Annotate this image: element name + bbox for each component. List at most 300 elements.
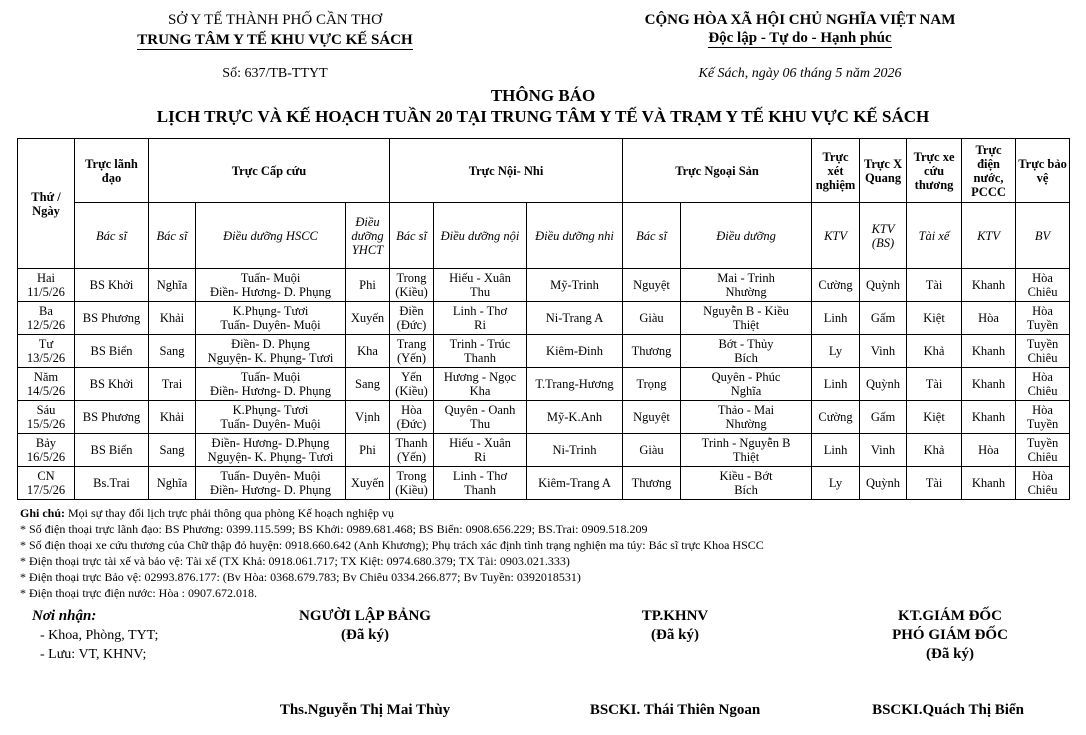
cell-su-doctor-line: Giàu bbox=[639, 311, 664, 325]
sub-header: Tài xế bbox=[907, 203, 962, 269]
note-text: Mọi sự thay đổi lịch trực phải thông qua phòng Kế hoạch nghiệp vụ bbox=[65, 506, 394, 520]
cell-em-nurse bbox=[196, 335, 346, 368]
cell-xray-line: Gấm bbox=[870, 410, 896, 424]
sub-header: BV bbox=[1016, 203, 1070, 269]
schedule-row bbox=[18, 335, 1070, 368]
cell-su-doctor-line: Trọng bbox=[636, 377, 667, 391]
cell-nurse-noi bbox=[434, 467, 527, 500]
cell-em-doctor bbox=[149, 401, 196, 434]
cell-em-nurse-line: Điền- Hương- D. Phụng bbox=[209, 483, 331, 497]
cell-security-line: Hòa bbox=[1032, 370, 1053, 384]
signer-name-director: BSCKI.Quách Thị Biển bbox=[872, 702, 1024, 718]
cell-in-doctor bbox=[390, 302, 434, 335]
cell-em-doctor bbox=[149, 269, 196, 302]
cell-day-line: 14/5/26 bbox=[26, 384, 66, 398]
cell-yhct bbox=[346, 401, 390, 434]
note-line: * Điện thoại trực điện nước: Hòa : 0907.672.018. bbox=[20, 586, 257, 600]
cell-day-line: CN bbox=[37, 469, 55, 483]
cell-em-nurse-line: Tuấn- Muội bbox=[240, 370, 301, 384]
cell-xray bbox=[860, 269, 907, 302]
cell-leader bbox=[75, 302, 149, 335]
cell-security bbox=[1016, 401, 1070, 434]
cell-su-doctor bbox=[623, 434, 681, 467]
cell-driver-line: Tài bbox=[925, 377, 943, 391]
cell-nurse-noi-line: Linh - Thơ bbox=[452, 469, 508, 483]
cell-security bbox=[1016, 368, 1070, 401]
cell-em-doctor-line: Sang bbox=[159, 344, 185, 358]
signer-title: KT.GIÁM ĐỐC bbox=[898, 608, 1002, 624]
document-number: Số: 637/TB-TTYT bbox=[222, 66, 328, 81]
col-header-lab: Trực xét nghiệm bbox=[812, 139, 860, 203]
cell-em-nurse-line: Tuấn- Duyên- Muội bbox=[220, 318, 321, 332]
cell-nurse-noi-line: Kha bbox=[469, 384, 491, 398]
cell-yhct-line: Xuyến bbox=[350, 311, 385, 325]
signature-block-khnv bbox=[560, 607, 790, 645]
signed-mark: (Đã ký) bbox=[341, 627, 389, 643]
cell-security-line: Hòa bbox=[1032, 403, 1053, 417]
cell-su-nurse bbox=[681, 401, 812, 434]
cell-security-line: Chiêu bbox=[1027, 450, 1058, 464]
col-header-leader: Trực lãnh đạo bbox=[75, 139, 149, 203]
cell-su-doctor bbox=[623, 302, 681, 335]
cell-nurse-noi-line: Thanh bbox=[464, 351, 496, 365]
signer-name-preparer: Ths.Nguyễn Thị Mai Thùy bbox=[279, 702, 451, 718]
cell-leader-line: BS Biển bbox=[90, 443, 133, 457]
document-title: THÔNG BÁO bbox=[490, 86, 596, 105]
note-line: * Số điện thoại xe cứu thương của Chữ thập đỏ huyện: 0918.660.642 (Anh Khương); Phụ trách xác định tình trạng nghiện ma túy: Bác sĩ trực Khoa HSCC bbox=[20, 538, 764, 552]
cell-su-nurse-line: Kiều - Bớt bbox=[719, 469, 773, 483]
cell-su-nurse-line: Thiệt bbox=[732, 450, 760, 464]
cell-utility-line: Khanh bbox=[971, 278, 1006, 292]
cell-nurse-nhi bbox=[527, 467, 623, 500]
cell-su-nurse-line: Mai - Trinh bbox=[717, 271, 775, 285]
cell-yhct bbox=[346, 269, 390, 302]
note-line bbox=[20, 505, 1070, 521]
cell-su-doctor-line: Thương bbox=[631, 476, 672, 490]
cell-yhct-line: Xuyến bbox=[350, 476, 385, 490]
cell-utility bbox=[962, 335, 1016, 368]
cell-nurse-noi-line: Trinh - Trúc bbox=[449, 337, 511, 351]
cell-em-nurse-line: Điền- Hương- D. Phụng bbox=[209, 384, 331, 398]
cell-day bbox=[18, 368, 75, 401]
cell-utility-line: Khanh bbox=[971, 377, 1006, 391]
cell-in-doctor-line: (Kiều) bbox=[395, 384, 428, 398]
cell-em-doctor bbox=[149, 302, 196, 335]
cell-em-nurse-line: Nguyện- K. Phụng- Tươi bbox=[207, 351, 334, 365]
cell-leader-line: Bs.Trai bbox=[93, 476, 130, 490]
cell-em-nurse-line: Điền- D. Phụng bbox=[231, 337, 310, 351]
schedule-row bbox=[18, 434, 1070, 467]
cell-su-nurse bbox=[681, 368, 812, 401]
cell-day-line: Ba bbox=[39, 304, 53, 318]
cell-security-line: Chiêu bbox=[1027, 384, 1058, 398]
cell-in-doctor bbox=[390, 401, 434, 434]
note-line: * Số điện thoại trực lãnh đạo: BS Phương: 0399.115.599; BS Khởi: 0989.681.468; BS Biển: 0908.656.229; BS.Trai: 0909.518.209 bbox=[20, 522, 648, 536]
cell-lab bbox=[812, 335, 860, 368]
cell-su-doctor-line: Thương bbox=[631, 344, 672, 358]
cell-em-nurse bbox=[196, 401, 346, 434]
cell-su-doctor bbox=[623, 368, 681, 401]
cell-lab-line: Ly bbox=[828, 476, 843, 490]
cell-yhct-line: Vịnh bbox=[355, 410, 380, 424]
cell-su-doctor-line: Nguyệt bbox=[633, 278, 670, 292]
cell-em-nurse-line: K.Phụng- Tươi bbox=[232, 403, 309, 417]
schedule-row bbox=[18, 401, 1070, 434]
cell-nurse-nhi bbox=[527, 335, 623, 368]
cell-xray-line: Quỳnh bbox=[866, 377, 901, 391]
cell-nurse-noi bbox=[434, 401, 527, 434]
cell-em-nurse bbox=[196, 368, 346, 401]
cell-day-line: Sáu bbox=[36, 403, 56, 417]
cell-day-line: Tư bbox=[38, 337, 54, 351]
note-line: * Điện thoại trực Bảo vệ: 02993.876.177: (Bv Hòa: 0368.679.783; Bv Chiêu 0334.266.877; Bv Tuyền: 0392018531) bbox=[20, 570, 581, 584]
cell-nurse-nhi-line: Kiêm-Đinh bbox=[546, 344, 603, 358]
cell-utility-line: Khanh bbox=[971, 410, 1006, 424]
cell-xray-line: Quỳnh bbox=[866, 278, 901, 292]
cell-in-doctor bbox=[390, 269, 434, 302]
col-header-xray: Trực X Quang bbox=[860, 139, 907, 203]
cell-in-doctor-line: (Yến) bbox=[396, 351, 427, 365]
cell-security-line: Tuyền bbox=[1026, 318, 1059, 332]
cell-em-nurse-line: K.Phụng- Tươi bbox=[232, 304, 309, 318]
cell-day-line: 16/5/26 bbox=[26, 450, 66, 464]
cell-xray bbox=[860, 335, 907, 368]
cell-nurse-noi-line: Hiếu - Xuân bbox=[449, 271, 511, 285]
cell-utility bbox=[962, 467, 1016, 500]
cell-su-doctor-line: Nguyệt bbox=[633, 410, 670, 424]
cell-day-line: 13/5/26 bbox=[26, 351, 66, 365]
cell-nurse-nhi-line: Mỹ-Trinh bbox=[550, 278, 599, 292]
cell-utility-line: Hòa bbox=[978, 311, 999, 325]
parent-agency: SỞ Y TẾ THÀNH PHỐ CẦN THƠ bbox=[168, 12, 382, 28]
cell-yhct bbox=[346, 302, 390, 335]
cell-xray bbox=[860, 302, 907, 335]
cell-yhct bbox=[346, 434, 390, 467]
signature-block-preparer bbox=[250, 607, 480, 645]
document-date: Kế Sách, ngày 06 tháng 5 năm 2026 bbox=[698, 66, 902, 81]
cell-su-nurse-line: Bích bbox=[734, 351, 758, 365]
cell-leader bbox=[75, 368, 149, 401]
header-sub-row bbox=[18, 203, 1070, 269]
cell-lab bbox=[812, 401, 860, 434]
cell-security-line: Chiêu bbox=[1027, 351, 1058, 365]
cell-utility-line: Khanh bbox=[971, 344, 1006, 358]
cell-nurse-noi bbox=[434, 335, 527, 368]
cell-em-nurse-line: Điền- Hương- D.Phụng bbox=[211, 436, 330, 450]
cell-utility bbox=[962, 302, 1016, 335]
cell-day-line: Năm bbox=[33, 370, 59, 384]
cell-xray bbox=[860, 368, 907, 401]
cell-su-nurse bbox=[681, 335, 812, 368]
cell-nurse-nhi bbox=[527, 434, 623, 467]
cell-utility-line: Khanh bbox=[971, 476, 1006, 490]
cell-nurse-nhi-line: Ni-Trinh bbox=[552, 443, 597, 457]
cell-nurse-noi-line: Quyên - Oanh bbox=[444, 403, 516, 417]
agency-name: TRUNG TÂM Y TẾ KHU VỰC KẾ SÁCH bbox=[137, 32, 413, 48]
cell-lab-line: Linh bbox=[823, 377, 848, 391]
schedule-row bbox=[18, 302, 1070, 335]
cell-nurse-noi bbox=[434, 434, 527, 467]
cell-em-doctor-line: Nghĩa bbox=[156, 278, 188, 292]
cell-day-line: 15/5/26 bbox=[26, 417, 66, 431]
cell-driver bbox=[907, 401, 962, 434]
cell-em-doctor bbox=[149, 467, 196, 500]
cell-in-doctor-line: Trong bbox=[396, 271, 427, 285]
cell-security-line: Hòa bbox=[1032, 469, 1053, 483]
col-header-ambulance: Trực xe cứu thương bbox=[907, 139, 962, 203]
cell-driver-line: Kiệt bbox=[923, 410, 945, 424]
signer-title: TP.KHNV bbox=[641, 608, 709, 624]
cell-lab bbox=[812, 434, 860, 467]
cell-day bbox=[18, 302, 75, 335]
cell-xray bbox=[860, 434, 907, 467]
cell-lab bbox=[812, 269, 860, 302]
sub-header: Điều dưỡng HSCC bbox=[196, 203, 346, 269]
cell-yhct bbox=[346, 335, 390, 368]
cell-lab-line: Ly bbox=[828, 344, 843, 358]
cell-em-doctor bbox=[149, 368, 196, 401]
cell-security-line: Hòa bbox=[1032, 304, 1053, 318]
cell-su-doctor bbox=[623, 401, 681, 434]
col-header-day: Thứ / Ngày bbox=[18, 139, 75, 269]
cell-driver-line: Tài bbox=[925, 476, 943, 490]
cell-nurse-noi bbox=[434, 368, 527, 401]
col-header-emergency: Trực Cấp cứu bbox=[149, 139, 390, 203]
cell-driver-line: Tài bbox=[925, 278, 943, 292]
cell-em-nurse-line: Tuấn- Duyên- Muội bbox=[220, 469, 321, 483]
cell-yhct bbox=[346, 467, 390, 500]
sub-header: Điều dưỡng YHCT bbox=[346, 203, 390, 269]
cell-security-line: Tuyền bbox=[1026, 417, 1059, 431]
cell-leader-line: BS Khởi bbox=[89, 278, 134, 292]
cell-day bbox=[18, 434, 75, 467]
cell-nurse-noi-line: Hiếu - Xuân bbox=[449, 436, 511, 450]
cell-nurse-noi bbox=[434, 269, 527, 302]
cell-xray-line: Quỳnh bbox=[866, 476, 901, 490]
cell-nurse-noi-line: Linh - Thơ bbox=[452, 304, 508, 318]
cell-lab-line: Cường bbox=[818, 278, 853, 292]
cell-driver bbox=[907, 467, 962, 500]
cell-utility-line: Hòa bbox=[978, 443, 999, 457]
cell-leader bbox=[75, 467, 149, 500]
cell-in-doctor-line: (Đức) bbox=[396, 417, 427, 431]
recipient-line: - Khoa, Phòng, TYT; bbox=[40, 628, 159, 643]
cell-em-nurse bbox=[196, 302, 346, 335]
cell-xray-line: Gấm bbox=[870, 311, 896, 325]
cell-security bbox=[1016, 467, 1070, 500]
sub-header: Bác sĩ bbox=[623, 203, 681, 269]
notes-label: Ghi chú: bbox=[20, 506, 66, 520]
cell-su-doctor-line: Giàu bbox=[639, 443, 664, 457]
cell-utility bbox=[962, 368, 1016, 401]
cell-yhct-line: Phi bbox=[359, 278, 376, 292]
sub-header: Bác sĩ bbox=[390, 203, 434, 269]
cell-lab-line: Cường bbox=[818, 410, 853, 424]
cell-in-doctor-line: Thanh bbox=[395, 436, 428, 450]
cell-yhct bbox=[346, 368, 390, 401]
cell-su-nurse-line: Thảo - Mai bbox=[717, 403, 775, 417]
cell-su-doctor bbox=[623, 335, 681, 368]
cell-leader bbox=[75, 401, 149, 434]
cell-em-doctor-line: Khải bbox=[159, 311, 185, 325]
cell-su-nurse-line: Quyên - Phúc bbox=[711, 370, 781, 384]
cell-in-doctor-line: (Yến) bbox=[396, 450, 427, 464]
signer-subtitle: PHÓ GIÁM ĐỐC bbox=[892, 627, 1008, 643]
cell-leader-line: BS Khởi bbox=[89, 377, 134, 391]
note-line: * Điện thoại trực tài xế và bảo vệ: Tài xế (TX Khả: 0918.061.717; TX Kiệt: 0974.680.379; TX Tài: 0903.021.333) bbox=[20, 554, 570, 568]
cell-xray bbox=[860, 401, 907, 434]
cell-em-nurse-line: Điền- Hương- D. Phụng bbox=[209, 285, 331, 299]
cell-nurse-nhi bbox=[527, 368, 623, 401]
schedule-row bbox=[18, 368, 1070, 401]
cell-in-doctor-line: Trong bbox=[396, 469, 427, 483]
cell-su-nurse-line: Trinh - Nguyễn B bbox=[701, 436, 791, 450]
cell-nurse-nhi-line: Ni-Trang A bbox=[545, 311, 604, 325]
col-header-surgery: Trực Ngoại Sản bbox=[623, 139, 812, 203]
sub-header: KTV (BS) bbox=[860, 203, 907, 269]
signer-name-khnv: BSCKI. Thái Thiên Ngoan bbox=[589, 702, 761, 718]
cell-security bbox=[1016, 434, 1070, 467]
cell-day-line: Hai bbox=[36, 271, 56, 285]
sub-header: Bác sĩ bbox=[75, 203, 149, 269]
col-header-security: Trực bảo vệ bbox=[1016, 139, 1070, 203]
agency-header bbox=[95, 10, 455, 50]
schedule-body bbox=[18, 269, 1070, 500]
cell-nurse-noi-line: Ri bbox=[474, 450, 486, 464]
cell-em-nurse-line: Tuấn- Muội bbox=[240, 271, 301, 285]
cell-leader bbox=[75, 434, 149, 467]
cell-yhct-line: Phi bbox=[359, 443, 376, 457]
cell-em-doctor-line: Sang bbox=[159, 443, 185, 457]
cell-in-doctor bbox=[390, 368, 434, 401]
cell-leader-line: BS Biển bbox=[90, 344, 133, 358]
cell-su-nurse bbox=[681, 302, 812, 335]
cell-day-line: 12/5/26 bbox=[26, 318, 66, 332]
cell-in-doctor-line: (Đức) bbox=[396, 318, 427, 332]
notes-section bbox=[20, 505, 1070, 601]
cell-security bbox=[1016, 302, 1070, 335]
header-group-row bbox=[18, 139, 1070, 203]
cell-in-doctor-line: Yến bbox=[401, 370, 422, 384]
cell-nurse-noi bbox=[434, 302, 527, 335]
sub-header: Điều dưỡng nội bbox=[434, 203, 527, 269]
signed-mark: (Đã ký) bbox=[926, 646, 974, 662]
sub-header: KTV bbox=[962, 203, 1016, 269]
document-subtitle: LỊCH TRỰC VÀ KẾ HOẠCH TUẦN 20 TẠI TRUNG TÂM Y TẾ VÀ TRẠM Y TẾ KHU VỰC KẾ SÁCH bbox=[156, 107, 930, 126]
cell-em-doctor bbox=[149, 335, 196, 368]
cell-su-doctor bbox=[623, 269, 681, 302]
cell-em-nurse bbox=[196, 434, 346, 467]
cell-lab-line: Linh bbox=[823, 443, 848, 457]
sub-header: Bác sĩ bbox=[149, 203, 196, 269]
cell-nurse-noi-line: Hương - Ngọc bbox=[443, 370, 517, 384]
cell-xray bbox=[860, 467, 907, 500]
recipients-title: Nơi nhận: bbox=[32, 608, 97, 624]
recipient-line: - Lưu: VT, KHNV; bbox=[40, 647, 147, 662]
sub-header: Điều dưỡng nhi bbox=[527, 203, 623, 269]
cell-su-nurse bbox=[681, 434, 812, 467]
cell-nurse-nhi-line: T.Trang-Hương bbox=[535, 377, 614, 391]
cell-lab bbox=[812, 467, 860, 500]
cell-nurse-noi-line: Ri bbox=[474, 318, 486, 332]
cell-leader bbox=[75, 269, 149, 302]
cell-day-line: 11/5/26 bbox=[27, 285, 65, 299]
cell-driver bbox=[907, 269, 962, 302]
cell-em-doctor bbox=[149, 434, 196, 467]
cell-su-doctor bbox=[623, 467, 681, 500]
cell-nurse-noi-line: Thu bbox=[469, 285, 491, 299]
cell-nurse-nhi bbox=[527, 269, 623, 302]
duty-schedule-table bbox=[17, 138, 1070, 500]
cell-su-nurse-line: Bích bbox=[734, 483, 758, 497]
cell-day bbox=[18, 335, 75, 368]
cell-su-nurse-line: Nhường bbox=[725, 417, 767, 431]
cell-day-line: 17/5/26 bbox=[26, 483, 66, 497]
cell-leader-line: BS Phương bbox=[82, 311, 141, 325]
cell-em-nurse-line: Tuấn- Duyên- Muội bbox=[220, 417, 321, 431]
cell-security bbox=[1016, 335, 1070, 368]
cell-in-doctor bbox=[390, 335, 434, 368]
col-header-internal: Trực Nội- Nhi bbox=[390, 139, 623, 203]
cell-in-doctor bbox=[390, 434, 434, 467]
motto: Độc lập - Tự do - Hạnh phúc bbox=[708, 30, 892, 46]
cell-em-doctor-line: Trai bbox=[161, 377, 183, 391]
cell-in-doctor-line: (Kiều) bbox=[395, 483, 428, 497]
sub-header: KTV bbox=[812, 203, 860, 269]
cell-su-nurse-line: Nguyễn B - Kiều bbox=[703, 304, 789, 318]
cell-driver bbox=[907, 368, 962, 401]
cell-day bbox=[18, 401, 75, 434]
cell-driver-line: Kiệt bbox=[923, 311, 945, 325]
cell-day bbox=[18, 269, 75, 302]
cell-security bbox=[1016, 269, 1070, 302]
cell-in-doctor bbox=[390, 467, 434, 500]
cell-em-nurse-line: Nguyện- K. Phụng- Tươi bbox=[207, 450, 334, 464]
cell-xray-line: Vinh bbox=[870, 443, 896, 457]
cell-su-nurse-line: Bớt - Thủy bbox=[718, 337, 774, 351]
cell-nurse-nhi bbox=[527, 401, 623, 434]
cell-driver bbox=[907, 302, 962, 335]
cell-driver-line: Khả bbox=[923, 443, 945, 457]
cell-su-nurse bbox=[681, 269, 812, 302]
cell-em-nurse bbox=[196, 467, 346, 500]
cell-su-nurse-line: Thiệt bbox=[732, 318, 760, 332]
cell-leader bbox=[75, 335, 149, 368]
cell-driver-line: Khả bbox=[923, 344, 945, 358]
cell-driver bbox=[907, 434, 962, 467]
cell-xray-line: Vinh bbox=[870, 344, 896, 358]
cell-in-doctor-line: Trang bbox=[396, 337, 427, 351]
country-name: CỘNG HÒA XÃ HỘI CHỦ NGHĨA VIỆT NAM bbox=[644, 12, 956, 28]
cell-su-nurse-line: Nhường bbox=[725, 285, 767, 299]
cell-utility bbox=[962, 401, 1016, 434]
cell-day-line: Bảy bbox=[35, 436, 57, 450]
schedule-row bbox=[18, 467, 1070, 500]
cell-security-line: Chiêu bbox=[1027, 285, 1058, 299]
cell-nurse-nhi-line: Mỹ-K.Anh bbox=[546, 410, 603, 424]
cell-security-line: Tuyền bbox=[1026, 436, 1059, 450]
cell-driver bbox=[907, 335, 962, 368]
cell-nurse-nhi-line: Kiêm-Trang A bbox=[538, 476, 611, 490]
signer-title: NGƯỜI LẬP BẢNG bbox=[299, 608, 431, 624]
cell-su-nurse bbox=[681, 467, 812, 500]
cell-in-doctor-line: Điền bbox=[399, 304, 424, 318]
sub-header: Điều dưỡng bbox=[681, 203, 812, 269]
cell-security-line: Chiêu bbox=[1027, 483, 1058, 497]
national-motto bbox=[600, 10, 1000, 48]
cell-su-nurse-line: Nghĩa bbox=[730, 384, 762, 398]
cell-utility bbox=[962, 269, 1016, 302]
